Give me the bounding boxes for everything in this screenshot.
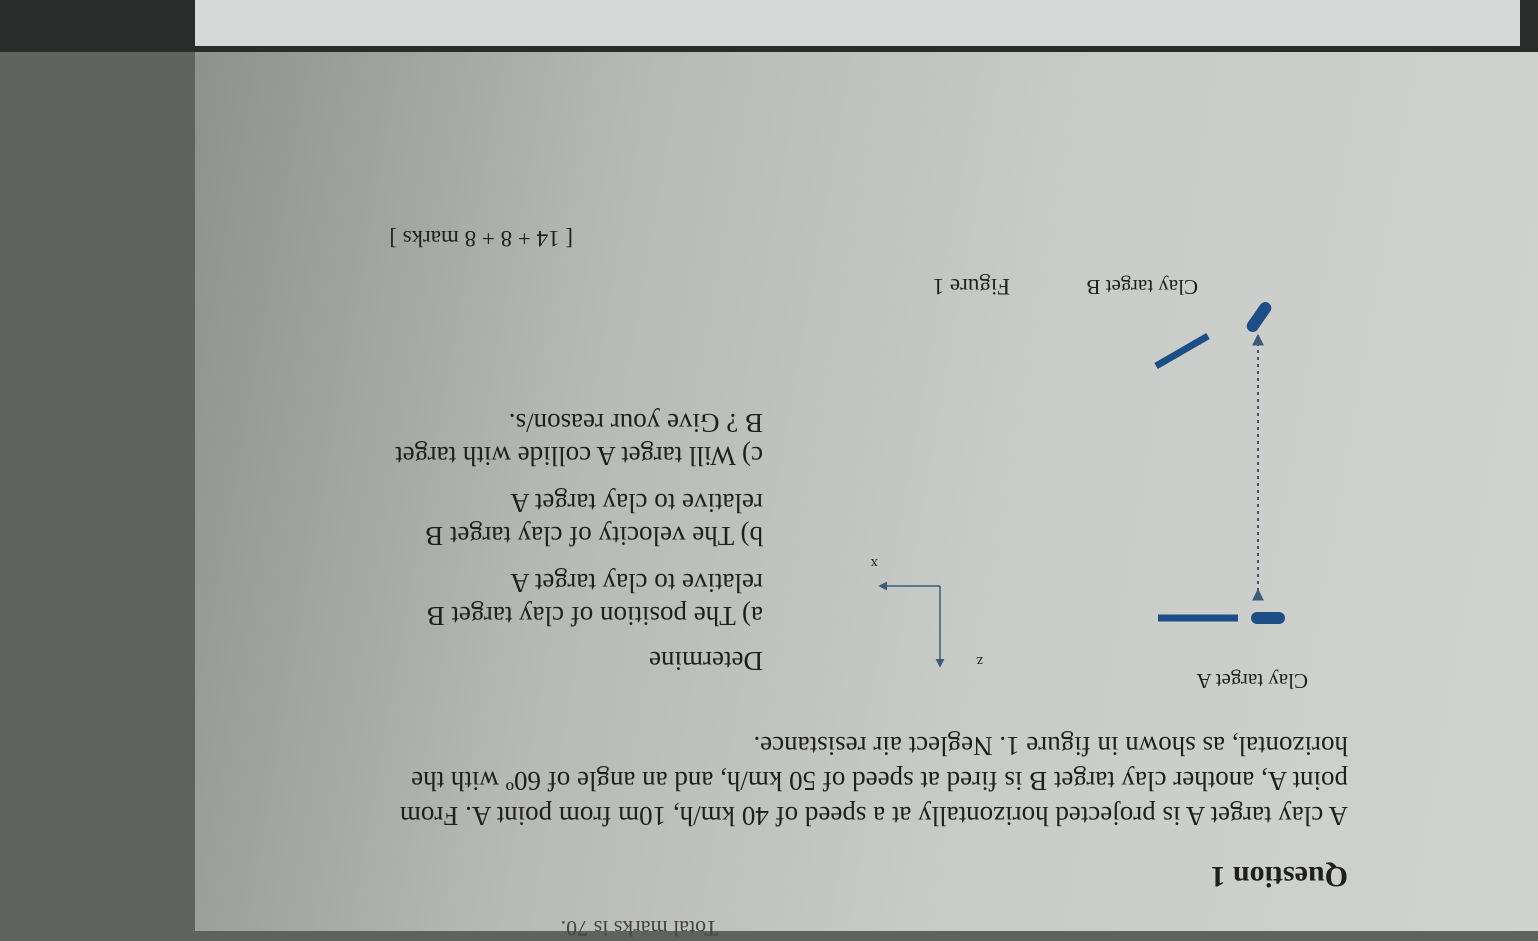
total-marks-text: Total marks is 70.	[560, 916, 718, 941]
question-a-line-2: relative to clay target A	[510, 568, 763, 598]
z-axis-label: z	[976, 653, 983, 669]
x-axis-label: x	[870, 555, 878, 571]
problem-line-3: horizontal, as shown in figure 1. Neglect air resistance.	[753, 731, 1348, 761]
clay-target-b-label: Clay target B	[1086, 275, 1198, 299]
clay-target-b-shape	[1244, 300, 1273, 335]
clay-target-b-velocity-arrow	[1156, 336, 1208, 366]
question-c-line-1: c) Will target A collide with target	[395, 441, 763, 471]
determine-heading: Determine	[649, 646, 763, 676]
figure-caption: Figure 1	[932, 274, 1010, 299]
clay-target-a-shape	[1251, 612, 1285, 624]
question-title: Question 1	[1210, 860, 1348, 893]
question-b-line-2: relative to clay target A	[510, 488, 763, 518]
marks-allocation: [ 14 + 8 + 8 marks ]	[389, 226, 573, 251]
problem-line-2: point A, another clay target B is fired at speed of 50 km/h, and an angle of 60º with the	[411, 766, 1348, 796]
question-c-line-2: B ? Give your reason/s.	[508, 408, 763, 438]
question-a-line-1: a) The position of clay target B	[426, 601, 763, 631]
question-b-line-1: b) The velocity of clay target B	[425, 521, 763, 551]
clay-target-a-label: Clay target A	[1196, 669, 1308, 693]
problem-line-1: A clay target A is projected horizontally at a speed of 40 km/h, 10m from point A. From	[399, 801, 1348, 831]
